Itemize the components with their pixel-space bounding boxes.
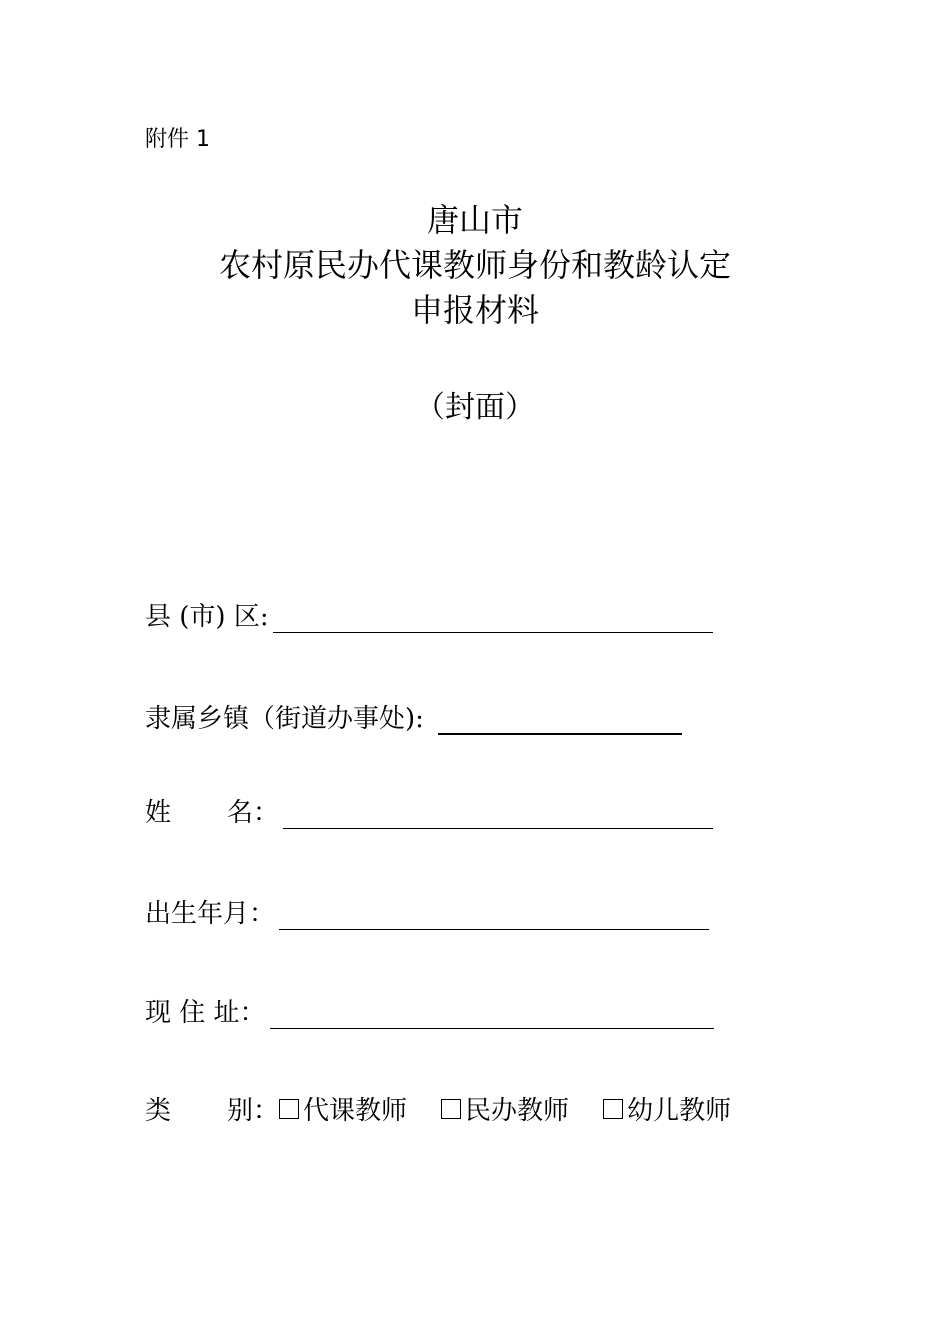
category-label-char1: 类 bbox=[145, 1096, 172, 1126]
township-blank[interactable] bbox=[438, 707, 682, 735]
option-substitute-teacher[interactable] bbox=[279, 1090, 407, 1127]
category-options bbox=[279, 1090, 731, 1127]
option-community-teacher[interactable] bbox=[441, 1090, 569, 1127]
township-label: 隶属乡镇（街道办事处): bbox=[145, 704, 424, 734]
title-line-materials: 申报材料 bbox=[410, 291, 539, 329]
attachment-label: 附件 1 bbox=[145, 127, 210, 152]
address-label: 现 住 址： bbox=[145, 998, 266, 1028]
name-blank[interactable] bbox=[283, 802, 713, 829]
checkbox-icon[interactable] bbox=[279, 1099, 299, 1119]
township-field bbox=[145, 698, 682, 735]
name-label-char1: 姓 bbox=[145, 798, 172, 828]
category-label-char2: 别： bbox=[227, 1096, 280, 1126]
category-field bbox=[145, 1090, 731, 1127]
cover-note: （封面） bbox=[415, 390, 535, 425]
option-label: 代课教师 bbox=[303, 1096, 408, 1126]
address-field bbox=[145, 992, 714, 1029]
address-blank[interactable] bbox=[270, 1002, 714, 1029]
option-label: 民办教师 bbox=[465, 1096, 570, 1126]
name-label-char2: 名： bbox=[227, 798, 280, 828]
birth-field bbox=[145, 893, 709, 930]
county-blank[interactable] bbox=[273, 606, 713, 633]
title-line-subject: 农村原民办代课教师身份和教龄认定 bbox=[218, 246, 731, 284]
checkbox-icon[interactable] bbox=[441, 1099, 461, 1119]
checkbox-icon[interactable] bbox=[603, 1099, 623, 1119]
title-line-city: 唐山市 bbox=[426, 201, 523, 239]
name-field bbox=[145, 792, 713, 829]
birth-label: 出生年月： bbox=[145, 899, 276, 929]
option-label: 幼儿教师 bbox=[627, 1096, 732, 1126]
document-title bbox=[0, 198, 950, 333]
birth-blank[interactable] bbox=[279, 903, 709, 930]
option-kindergarten-teacher[interactable] bbox=[603, 1090, 731, 1127]
county-field bbox=[145, 596, 713, 633]
county-label: 县 (市) 区: bbox=[145, 602, 269, 632]
